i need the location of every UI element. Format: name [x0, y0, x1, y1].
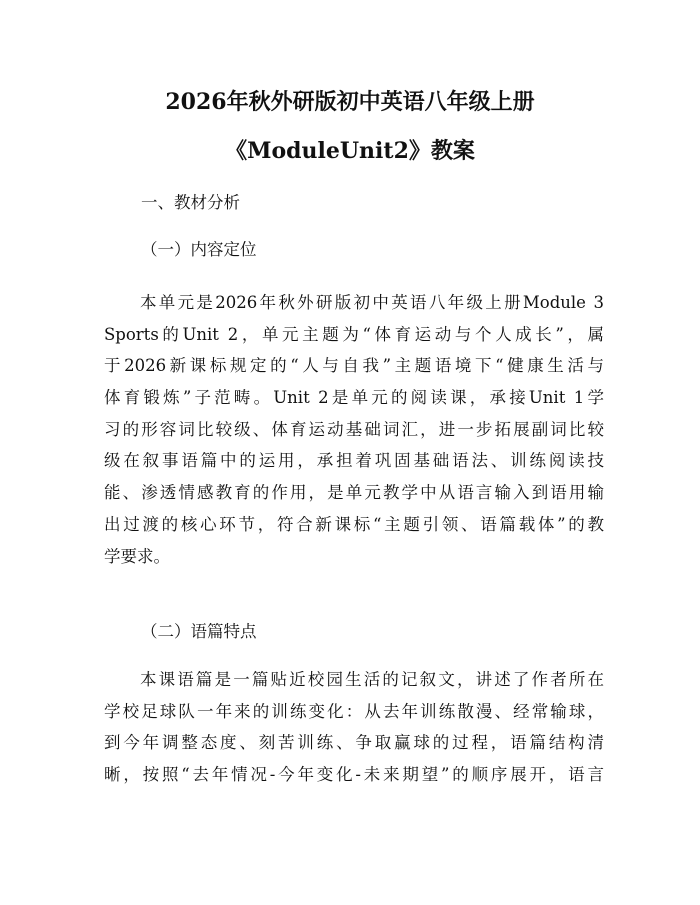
paragraph-line: 出过渡的核心环节，符合新课标“主题引领、语篇载体”的教 — [104, 514, 604, 534]
paragraph-content-positioning — [104, 287, 604, 572]
paragraph-text-features — [104, 664, 604, 791]
subsection-heading-text-features: （二）语篇特点 — [141, 622, 257, 641]
paragraph-line: 能、渗透情感教育的作用，是单元教学中从语言输入到语用输 — [104, 483, 604, 503]
section-heading-textbook-analysis: 一、教材分析 — [141, 193, 240, 212]
paragraph-line: 习的形容词比较级、体育运动基础词汇，进一步拓展副词比较 — [104, 419, 604, 439]
paragraph-line: 晰，按照“去年情况-今年变化-未来期望”的顺序展开，语言 — [104, 765, 604, 785]
paragraph-line: 体育锻炼”子范畴。Unit 2是单元的阅读课，承接Unit 1学 — [104, 388, 604, 408]
paragraph-line: 到今年调整态度、刻苦训练、争取赢球的过程，语篇结构清 — [104, 733, 604, 753]
subsection-heading-content-positioning: （一）内容定位 — [141, 240, 257, 259]
document-title-line-2: 《ModuleUnit2》教案 — [225, 138, 475, 164]
paragraph-line: Sports的Unit 2，单元主题为“体育运动与个人成长”，属 — [104, 324, 604, 344]
paragraph-line: 学校足球队一年来的训练变化：从去年训练散漫、经常输球， — [104, 701, 604, 721]
paragraph-line: 学要求。 — [104, 546, 170, 566]
paragraph-line: 级在叙事语篇中的运用，承担着巩固基础语法、训练阅读技 — [104, 451, 604, 471]
paragraph-line: 本课语篇是一篇贴近校园生活的记叙文，讲述了作者所在 — [140, 670, 604, 689]
document-title-line-1: 2026年秋外研版初中英语八年级上册 — [165, 89, 535, 115]
paragraph-line: 于2026新课标规定的“人与自我”主题语境下“健康生活与 — [104, 356, 604, 376]
paragraph-line: 本单元是2026年秋外研版初中英语八年级上册Module 3 — [140, 293, 604, 312]
